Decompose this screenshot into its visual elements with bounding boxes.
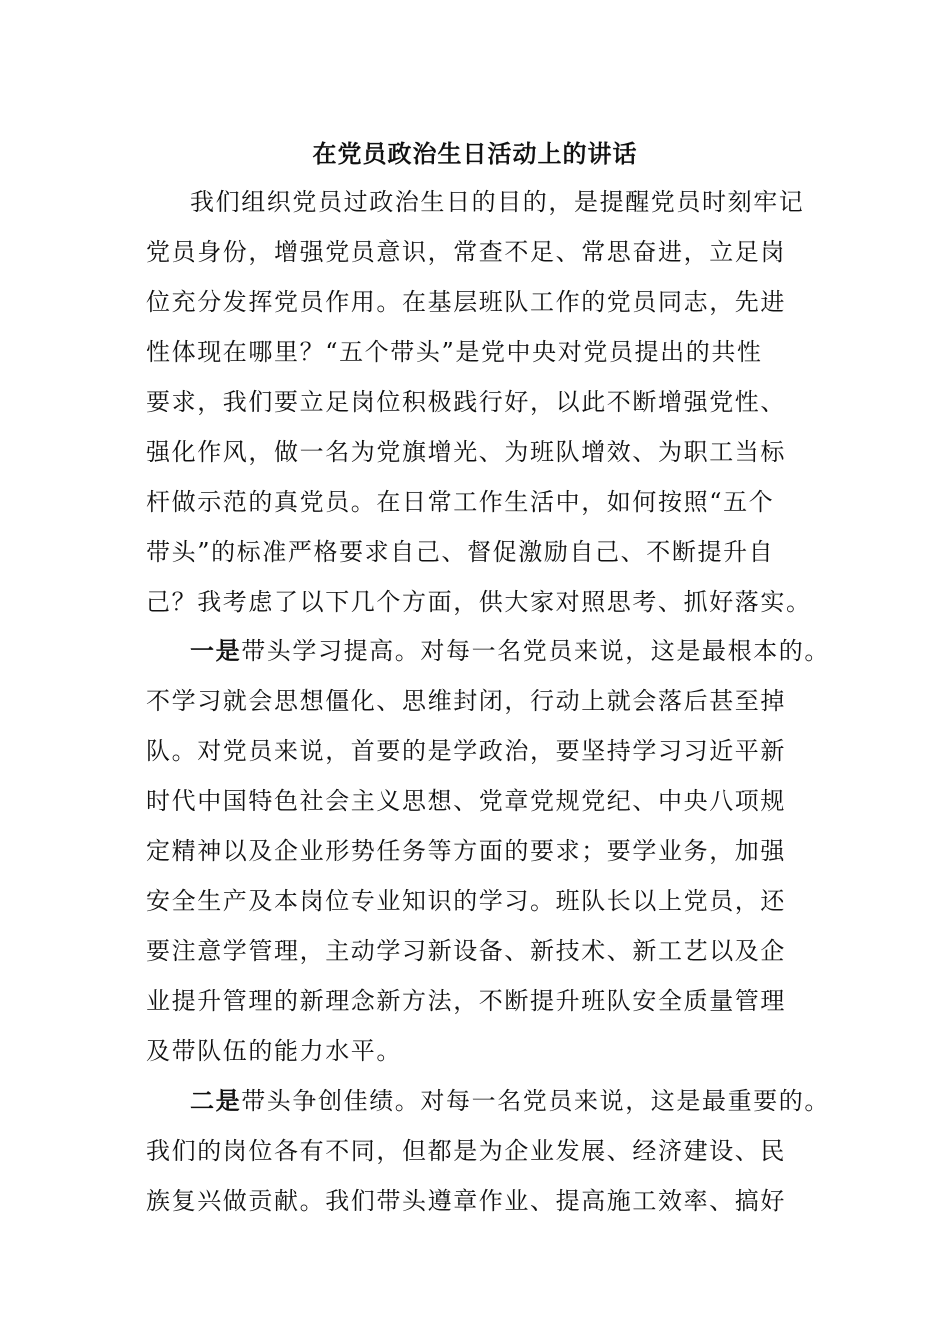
paragraph-2-line: 不学习就会思想僵化、思维封闭，行动上就会落后甚至掉 (146, 687, 786, 715)
paragraph-2-line: 时代中国特色社会主义思想、党章党规党纪、中央八项规 (146, 787, 786, 815)
paragraph-2-lead: 一是 (190, 636, 242, 665)
paragraph-2-line: 队。对党员来说，首要的是学政治，要坚持学习习近平新 (146, 737, 786, 765)
paragraph-2-line: 安全生产及本岗位专业知识的学习。班队长以上党员，还 (146, 887, 786, 915)
paragraph-1-line: 位充分发挥党员作用。在基层班队工作的党员同志，先进 (146, 288, 786, 316)
paragraph-1-line: 带头”的标准严格要求自己、督促激励自己、不断提升自 (146, 538, 775, 566)
paragraph-3-first-rest: 带头争创佳绩。对每一名党员来说，这是最重要的。 (241, 1087, 831, 1115)
paragraph-1-line: 强化作风，做一名为党旗增光、为班队增效、为职工当标 (146, 438, 786, 466)
paragraph-1-line: 我们组织党员过政治生日的目的，是提醒党员时刻牢记 (190, 188, 805, 216)
paragraph-1-line: 党员身份，增强党员意识，常查不足、常思奋进，立足岗 (146, 238, 786, 266)
paragraph-1-line: 己？我考虑了以下几个方面，供大家对照思考、抓好落实。 (146, 588, 812, 616)
paragraph-3-lead: 二是 (190, 1086, 242, 1115)
paragraph-2-line: 业提升管理的新理念新方法，不断提升班队安全质量管理 (146, 987, 786, 1015)
paragraph-2-first-rest: 带头学习提高。对每一名党员来说，这是最根本的。 (241, 637, 831, 665)
paragraph-1-line: 要求，我们要立足岗位积极践行好，以此不断增强党性、 (146, 388, 786, 416)
paragraph-2-line: 要注意学管理，主动学习新设备、新技术、新工艺以及企 (146, 937, 786, 965)
paragraph-1-line: 杆做示范的真党员。在日常工作生活中，如何按照“五个 (146, 488, 775, 516)
paragraph-2-first-line (190, 635, 830, 667)
paragraph-1-line: 性体现在哪里？“五个带头”是党中央对党员提出的共性 (146, 338, 763, 366)
paragraph-2-line: 及带队伍的能力水平。 (146, 1037, 402, 1065)
paragraph-3-line: 族复兴做贡献。我们带头遵章作业、提高施工效率、搞好 (146, 1187, 786, 1215)
paragraph-3-first-line (190, 1085, 830, 1117)
paragraph-2-line: 定精神以及企业形势任务等方面的要求；要学业务，加强 (146, 837, 786, 865)
document-title: 在党员政治生日活动上的讲话 (312, 139, 638, 168)
paragraph-3-line: 我们的岗位各有不同，但都是为企业发展、经济建设、民 (146, 1137, 786, 1165)
